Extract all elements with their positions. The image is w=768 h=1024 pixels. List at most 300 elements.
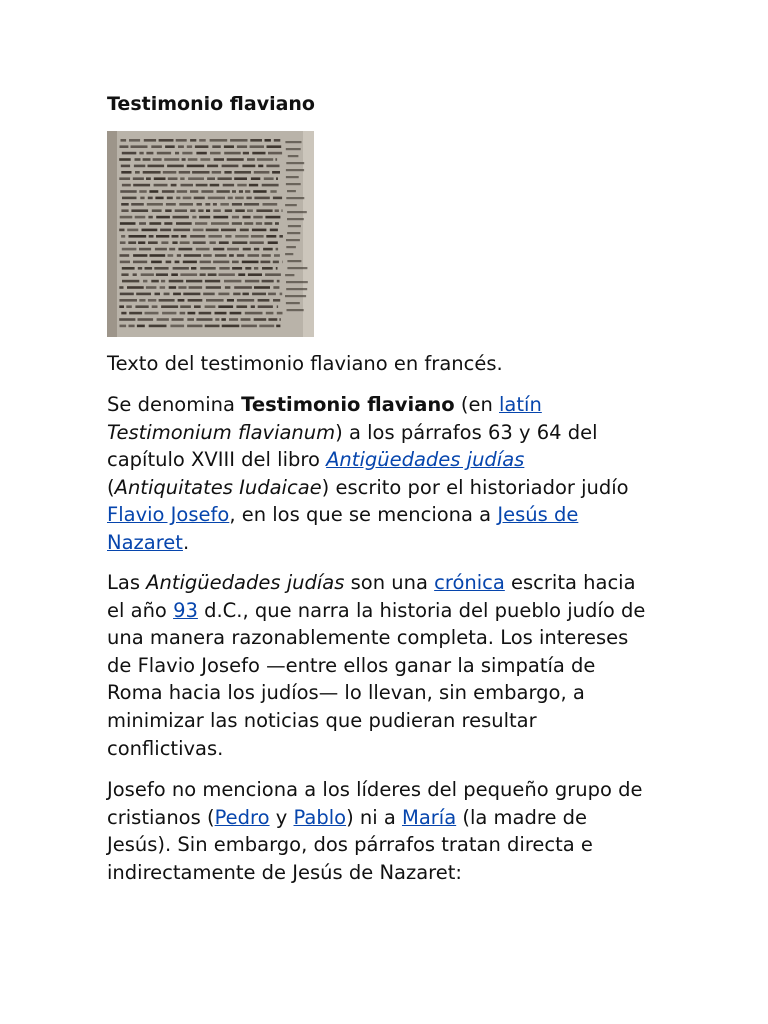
printed-word xyxy=(248,254,260,257)
printed-word xyxy=(194,197,205,200)
italic-term: Antiquitates Iudaicae xyxy=(114,475,322,499)
paragraph-line: Josefo no menciona a los líderes del pequeño grupo de xyxy=(107,778,643,801)
text-run: ) a los párrafos 63 y 64 del xyxy=(335,420,598,444)
printed-word xyxy=(264,177,274,180)
printed-word xyxy=(190,190,198,193)
printed-word xyxy=(208,273,217,276)
printed-word xyxy=(224,145,234,148)
printed-word xyxy=(145,312,159,315)
link-jesus-de-nazaret[interactable]: Jesús de xyxy=(497,503,579,527)
printed-word xyxy=(241,325,257,328)
printed-word xyxy=(169,280,184,283)
printed-word xyxy=(251,177,260,180)
printed-word xyxy=(161,305,178,308)
printed-word xyxy=(155,197,163,200)
printed-word xyxy=(119,286,123,289)
printed-word xyxy=(121,203,129,206)
printed-word xyxy=(229,318,238,321)
link-93[interactable]: 93 xyxy=(173,598,198,622)
printed-word xyxy=(245,190,250,193)
margin-note xyxy=(287,190,296,192)
printed-word xyxy=(219,241,229,244)
margin-note xyxy=(285,295,306,297)
paragraph-lideres xyxy=(107,776,669,886)
printed-word xyxy=(252,293,266,296)
printed-word xyxy=(274,254,280,257)
printed-word xyxy=(237,299,254,302)
printed-word xyxy=(193,229,204,232)
printed-word xyxy=(213,216,228,219)
printed-word xyxy=(183,197,192,200)
printed-word xyxy=(150,254,166,257)
printed-word xyxy=(119,177,130,180)
printed-word xyxy=(192,216,196,219)
printed-word xyxy=(131,209,148,212)
printed-word xyxy=(200,267,216,270)
printed-word xyxy=(141,273,154,276)
printed-word xyxy=(121,273,128,276)
link-latin[interactable]: latín xyxy=(499,393,542,416)
printed-word xyxy=(276,267,278,270)
printed-word xyxy=(205,280,220,283)
printed-word xyxy=(276,177,278,180)
printed-word xyxy=(180,177,184,180)
page-edge xyxy=(303,131,314,337)
printed-word xyxy=(175,152,179,155)
printed-word xyxy=(225,235,231,238)
margin-note xyxy=(286,197,304,199)
printed-word xyxy=(164,293,170,296)
printed-word xyxy=(133,273,137,276)
printed-word xyxy=(122,152,137,155)
printed-word xyxy=(268,318,277,321)
printed-word xyxy=(197,203,202,206)
printed-word xyxy=(148,241,158,244)
printed-word xyxy=(166,261,172,264)
printed-word xyxy=(154,267,168,270)
printed-word xyxy=(219,267,229,270)
printed-word xyxy=(201,190,213,193)
margin-note xyxy=(288,225,301,227)
printed-word xyxy=(265,216,280,219)
printed-word xyxy=(233,293,240,296)
margin-note xyxy=(285,274,294,276)
printed-word xyxy=(176,222,192,225)
printed-word xyxy=(131,203,144,206)
printed-word xyxy=(232,203,242,206)
printed-word xyxy=(120,190,136,193)
printed-word xyxy=(148,197,153,200)
printed-word xyxy=(237,254,244,257)
printed-word xyxy=(179,203,193,206)
printed-word xyxy=(276,325,280,328)
text-run: ) escrito por el historiador judío xyxy=(321,475,629,499)
printed-word xyxy=(268,152,282,155)
paragraph-line: minimizar las noticias que pudieran resultar xyxy=(107,708,537,732)
link-flavio-josefo[interactable]: Flavio Josefo xyxy=(107,503,230,527)
printed-word xyxy=(144,139,156,142)
link-label: Antigüedades judías xyxy=(326,448,525,472)
printed-word xyxy=(211,222,229,225)
printed-word xyxy=(203,293,215,296)
printed-word xyxy=(232,222,242,225)
margin-note xyxy=(285,253,293,255)
printed-word xyxy=(268,293,276,296)
printed-word xyxy=(121,165,130,168)
printed-word xyxy=(245,312,263,315)
text-run: el año xyxy=(107,598,174,622)
printed-word xyxy=(187,145,192,148)
printed-word xyxy=(252,229,267,232)
paragraph-line xyxy=(107,391,669,419)
printed-word xyxy=(281,209,282,212)
printed-word xyxy=(222,165,239,168)
text-run: escrita hacia xyxy=(504,571,636,594)
paragraph-line: conflictivas. xyxy=(107,736,224,760)
printed-word xyxy=(149,222,161,225)
margin-note xyxy=(287,232,300,234)
printed-word xyxy=(199,139,206,142)
printed-word xyxy=(273,299,280,302)
printed-word xyxy=(200,158,210,161)
printed-word xyxy=(241,318,251,321)
printed-word xyxy=(252,152,265,155)
margin-note xyxy=(286,162,304,164)
printed-word xyxy=(151,280,159,283)
printed-word xyxy=(232,190,236,193)
printed-word xyxy=(254,197,269,200)
printed-word xyxy=(206,299,224,302)
printed-word xyxy=(259,325,274,328)
printed-word xyxy=(135,216,146,219)
printed-word xyxy=(165,145,175,148)
printed-word xyxy=(181,235,187,238)
printed-word xyxy=(139,152,143,155)
printed-word xyxy=(120,325,127,328)
printed-word xyxy=(237,145,247,148)
printed-word xyxy=(247,209,253,212)
printed-word xyxy=(137,325,145,328)
printed-word xyxy=(190,235,205,238)
printed-word xyxy=(277,280,280,283)
printed-word xyxy=(163,171,177,174)
printed-word xyxy=(272,171,280,174)
printed-word xyxy=(282,261,283,264)
printed-word xyxy=(275,222,279,225)
printed-word xyxy=(149,190,158,193)
printed-word xyxy=(190,209,195,212)
printed-word xyxy=(131,145,148,148)
printed-word xyxy=(234,286,252,289)
link-pedro[interactable]: Pedro xyxy=(214,805,270,829)
printed-word xyxy=(253,190,266,193)
printed-word xyxy=(236,305,247,308)
printed-word xyxy=(224,171,231,174)
printed-word xyxy=(119,318,135,321)
printed-word xyxy=(156,235,169,238)
printed-word xyxy=(122,280,139,283)
printed-word xyxy=(153,158,162,161)
printed-word xyxy=(136,293,151,296)
margin-note xyxy=(287,211,307,213)
printed-word xyxy=(168,177,178,180)
link-maria[interactable]: María xyxy=(402,805,457,829)
printed-word xyxy=(167,165,184,168)
printed-word xyxy=(193,241,206,244)
printed-word xyxy=(210,241,216,244)
printed-word xyxy=(235,197,244,200)
printed-word xyxy=(256,209,272,212)
printed-word xyxy=(205,305,216,308)
printed-word xyxy=(213,203,217,206)
printed-word xyxy=(172,241,177,244)
printed-word xyxy=(147,203,163,206)
printed-word xyxy=(148,216,152,219)
printed-word xyxy=(173,216,189,219)
paragraph-antiguedades xyxy=(107,569,669,762)
printed-word xyxy=(243,248,251,251)
printed-word xyxy=(227,248,239,251)
margin-note xyxy=(287,218,304,220)
printed-word xyxy=(149,325,167,328)
printed-word xyxy=(152,209,162,212)
printed-word xyxy=(120,254,130,257)
printed-word xyxy=(183,293,200,296)
printed-word xyxy=(133,261,147,264)
printed-word xyxy=(237,184,246,187)
printed-word xyxy=(120,241,126,244)
printed-word xyxy=(180,305,191,308)
printed-word xyxy=(129,235,147,238)
printed-word xyxy=(273,197,282,200)
printed-word xyxy=(242,261,259,264)
printed-word xyxy=(258,305,273,308)
printed-word xyxy=(232,216,239,219)
paragraph-definition xyxy=(107,391,669,557)
printed-word xyxy=(254,171,270,174)
text-run: . xyxy=(182,530,190,554)
printed-word xyxy=(183,261,197,264)
printed-word xyxy=(164,222,172,225)
text-run: , en los que se menciona a xyxy=(229,503,498,527)
printed-word xyxy=(253,216,262,219)
printed-word xyxy=(180,312,186,315)
printed-word xyxy=(242,165,255,168)
text-run: ) ni a xyxy=(346,805,402,829)
paragraph-line xyxy=(107,569,669,597)
printed-word xyxy=(177,254,181,257)
printed-word xyxy=(170,325,184,328)
link-pablo[interactable]: Pablo xyxy=(293,805,347,829)
printed-word xyxy=(121,139,127,142)
printed-word xyxy=(196,248,210,251)
printed-word xyxy=(270,229,278,232)
printed-word xyxy=(187,318,194,321)
printed-word xyxy=(195,222,207,225)
printed-word xyxy=(217,190,230,193)
printed-word xyxy=(254,286,270,289)
printed-word xyxy=(120,145,129,148)
printed-word xyxy=(187,325,202,328)
printed-word xyxy=(234,171,251,174)
printed-word xyxy=(224,280,241,283)
printed-word xyxy=(227,158,244,161)
printed-word xyxy=(138,318,154,321)
printed-word xyxy=(145,267,153,270)
printed-word xyxy=(243,152,249,155)
paragraph-line xyxy=(107,474,669,502)
printed-word xyxy=(140,197,144,200)
margin-note xyxy=(286,288,307,290)
printed-word xyxy=(234,177,247,180)
margin-note xyxy=(286,169,304,171)
printed-word xyxy=(245,267,251,270)
printed-word xyxy=(247,158,255,161)
printed-word xyxy=(135,171,140,174)
printed-word xyxy=(223,184,234,187)
printed-word xyxy=(250,241,264,244)
printed-word xyxy=(229,254,234,257)
printed-word xyxy=(196,184,208,187)
printed-word xyxy=(214,158,224,161)
printed-word xyxy=(139,248,151,251)
printed-word xyxy=(208,235,222,238)
link-cronica[interactable]: crónica xyxy=(434,571,505,594)
printed-word xyxy=(213,209,221,212)
printed-word xyxy=(192,171,209,174)
printed-word xyxy=(275,209,279,212)
printed-word xyxy=(134,165,145,168)
margin-note xyxy=(286,239,300,241)
printed-word xyxy=(210,184,220,187)
printed-word xyxy=(160,229,171,232)
printed-word xyxy=(264,222,272,225)
printed-word xyxy=(143,158,151,161)
margin-note xyxy=(286,183,301,185)
printed-word xyxy=(248,273,262,276)
link-nazaret[interactable]: Nazaret xyxy=(107,530,183,554)
printed-word xyxy=(265,139,271,142)
printed-word xyxy=(221,318,226,321)
printed-word xyxy=(182,158,186,161)
book-page-image xyxy=(107,131,314,337)
printed-word xyxy=(243,216,251,219)
printed-word xyxy=(219,273,235,276)
paragraph-line: de Flavio Josefo —entre ellos ganar la simpatía de xyxy=(107,653,596,677)
printed-word xyxy=(161,241,168,244)
printed-word xyxy=(207,177,215,180)
printed-word xyxy=(208,197,225,200)
printed-word xyxy=(154,177,166,180)
margin-note xyxy=(286,176,299,178)
printed-word xyxy=(200,273,206,276)
printed-word xyxy=(225,286,231,289)
paragraph-line xyxy=(107,446,669,474)
printed-word xyxy=(129,139,140,142)
printed-word xyxy=(160,286,166,289)
printed-word xyxy=(156,273,168,276)
printed-word xyxy=(177,190,188,193)
printed-word xyxy=(256,222,262,225)
printed-word xyxy=(135,158,141,161)
italic-term: Testimonium flavianum xyxy=(107,420,336,444)
printed-word xyxy=(230,139,247,142)
printed-word xyxy=(206,209,210,212)
printed-word xyxy=(180,273,197,276)
printed-word xyxy=(262,267,273,270)
printed-word xyxy=(235,235,248,238)
printed-word xyxy=(159,139,174,142)
printed-word xyxy=(273,261,279,264)
printed-word xyxy=(121,171,131,174)
printed-word xyxy=(161,280,165,283)
printed-word xyxy=(196,318,212,321)
printed-word xyxy=(262,280,274,283)
printed-word xyxy=(250,139,262,142)
printed-word xyxy=(176,197,180,200)
printed-word xyxy=(280,318,281,321)
printed-word xyxy=(122,248,137,251)
printed-word xyxy=(181,184,194,187)
printed-word xyxy=(212,145,221,148)
printed-word xyxy=(258,299,270,302)
printed-word xyxy=(171,184,177,187)
printed-word xyxy=(120,222,136,225)
page-gutter-shadow xyxy=(107,131,117,337)
margin-note xyxy=(285,141,301,143)
printed-word xyxy=(148,165,165,168)
printed-word xyxy=(159,299,175,302)
printed-word xyxy=(133,184,150,187)
printed-word xyxy=(213,261,229,264)
printed-word xyxy=(266,165,279,168)
printed-word xyxy=(162,190,175,193)
printed-word xyxy=(164,158,179,161)
printed-word xyxy=(277,312,283,315)
printed-word xyxy=(218,177,232,180)
printed-word xyxy=(221,229,236,232)
printed-word xyxy=(172,235,179,238)
printed-word xyxy=(128,241,136,244)
printed-word xyxy=(157,152,171,155)
printed-word xyxy=(215,318,219,321)
printed-word xyxy=(143,171,161,174)
printed-word xyxy=(277,305,278,308)
text-run: cristianos ( xyxy=(107,805,215,829)
printed-word xyxy=(165,209,171,212)
printed-word xyxy=(263,203,278,206)
text-run: ( xyxy=(107,475,115,499)
article-title: Testimonio flaviano xyxy=(107,93,315,115)
printed-word xyxy=(262,184,279,187)
printed-word xyxy=(172,318,184,321)
printed-word xyxy=(218,305,233,308)
text-run: Se denomina xyxy=(107,393,242,416)
link-antiguedades-judias[interactable] xyxy=(326,448,524,471)
printed-word xyxy=(121,235,125,238)
text-run: son una xyxy=(344,571,435,594)
printed-word xyxy=(166,203,176,206)
printed-word xyxy=(275,158,277,161)
paragraph-line: indirectamente de Jesús de Nazaret: xyxy=(107,860,462,884)
printed-word xyxy=(235,209,245,212)
printed-word xyxy=(179,171,190,174)
printed-word xyxy=(240,229,249,232)
italic-term: Antigüedades judías xyxy=(146,571,345,594)
printed-word xyxy=(175,209,187,212)
printed-word xyxy=(266,235,276,238)
printed-word xyxy=(176,139,187,142)
